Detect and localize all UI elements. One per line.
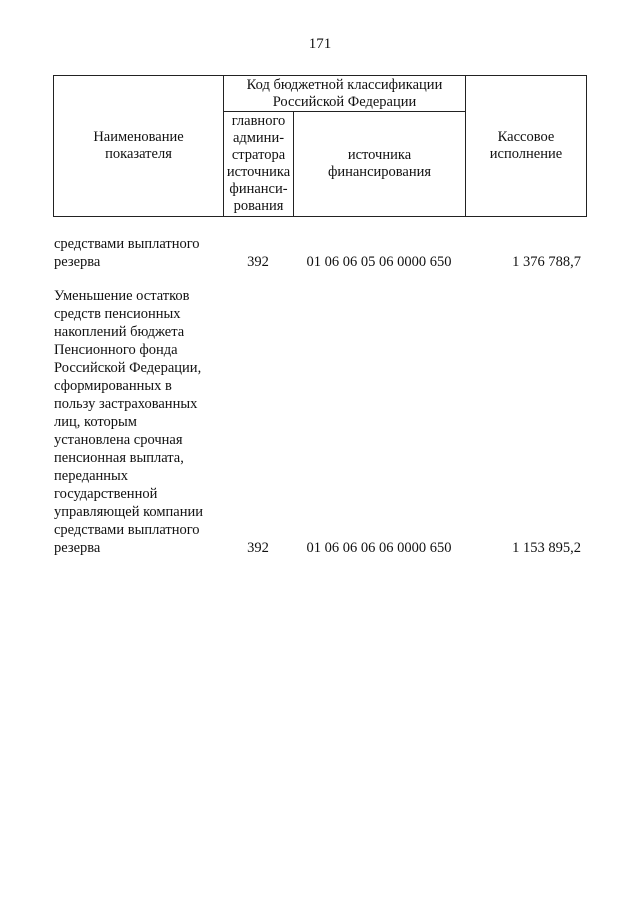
- row-amount: 1 153 895,2: [512, 540, 581, 556]
- page-number: 171: [308, 36, 332, 52]
- table-row: [53, 287, 586, 557]
- row-source-code: 01 06 06 05 06 0000 650: [306, 254, 452, 270]
- column-header-name: Наименование показателя: [54, 76, 224, 217]
- row-amount: 1 376 788,7: [512, 254, 581, 270]
- row-admin-code: 392: [247, 254, 269, 270]
- row-name: Уменьшение остатков средств пенсионных накоплений бюджета Пенсионного фонда Российской Федерации, сформированных в пользу застрахованных лиц, которым установлена срочная пенсионная выплата, переданных государственной управляющей компании средствами выплатного резерва: [54, 288, 204, 556]
- row-admin-code: 392: [247, 540, 269, 556]
- column-header-execution: Кассовое исполнение: [466, 76, 587, 217]
- column-header-admin: главного админи- стратора источника финанси- рования: [224, 112, 294, 217]
- row-name: средствами выплатного резерва: [54, 236, 200, 270]
- table-row: [53, 235, 586, 271]
- table-header: [53, 75, 587, 217]
- column-group-budget-code: Код бюджетной классификации Российской Федерации: [224, 76, 466, 112]
- row-source-code: 01 06 06 06 06 0000 650: [306, 540, 452, 556]
- column-header-source: источника финансирования: [294, 112, 466, 217]
